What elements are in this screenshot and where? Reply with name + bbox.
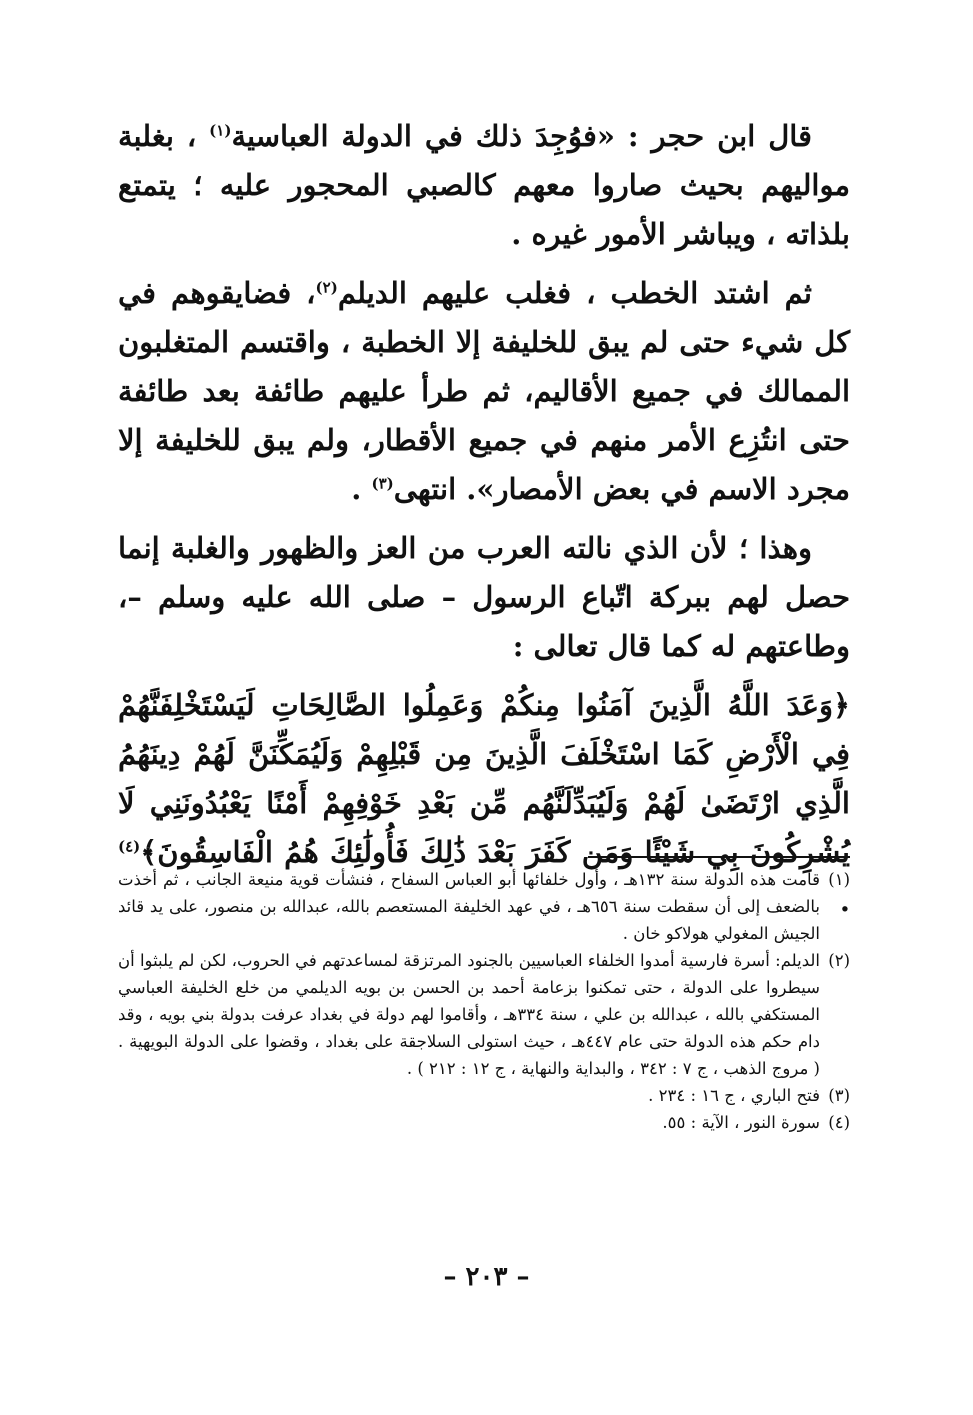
quran-open-bracket: ﴿ <box>833 688 850 722</box>
footnote-2 <box>118 947 850 1082</box>
paragraph-daylam: ثم اشتد الخطب ، فغلب عليهم الديلم$^{(٢)}$، فضايقوهم في كل شيء حتى لم يبق للخليفة إلا الخطبة ، واقتسم المتغلبون الممالك في جميع الأقاليم، ثم طرأ عليهم طائفة بعد طائفة حتى انتُزِع الأمر منهم في جميع الأقطار، ولم يبق للخليفة إلا مجرد الاسم في بعض الأمصار». انتهى$^{(٣)}$ . <box>118 276 850 506</box>
main-text <box>118 112 850 936</box>
footnote-4 <box>118 1109 850 1136</box>
footnote-separator <box>588 856 850 858</box>
page-number: – ٢٠٣ – <box>443 1262 530 1292</box>
footnote-1 <box>118 866 850 947</box>
quran-close-bracket: ﴾ <box>140 835 158 869</box>
paragraph-arabs-glory: وهذا ؛ لأن الذي نالته العرب من العز والظهور والغلبة إنما حصل لهم ببركة اتّباع الرسول – صلى الله عليه وسلم –، وطاعتهم له كما قال تعالى : <box>118 531 850 663</box>
footnote-ref-2[interactable]: (٢) <box>315 278 338 297</box>
footnote-text: سورة النور ، الآية : ٥٥. <box>662 1113 820 1132</box>
quran-verse: ﴿وَعَدَ اللَّهُ الَّذِينَ آمَنُوا مِنكُمْ وَعَمِلُوا الصَّالِحَاتِ لَيَسْتَخْلِفَنَّهُمْ فِي الْأَرْضِ كَمَا اسْتَخْلَفَ الَّذِينَ مِن قَبْلِهِمْ وَلَيُمَكِّنَنَّ لَهُمْ دِينَهُمُ الَّذِي ارْتَضَىٰ لَهُمْ وَلَيُبَدِّلَنَّهُم مِّن بَعْدِ خَوْفِهِمْ أَمْنًا يَعْبُدُونَنِي لَا يُشْرِكُونَ بِي شَيْئًا وَمَن كَفَرَ بَعْدَ ذَٰلِكَ فَأُولَٰئِكَ هُمُ الْفَاسِقُونَ﴾$^{(٤)}$ . <box>118 688 850 918</box>
footnote-ref-4[interactable]: (٤) <box>118 837 141 856</box>
footnote-ref-1[interactable]: (١) <box>209 121 232 140</box>
footnote-text: قامت هذه الدولة سنة ١٣٢هـ ، وأول خلفائها أبو العباس السفاح ، فنشأت قوية منيعة الجانب ، ثم أخذت بالضعف إلى أن سقطت سنة ٦٥٦هـ ، في عهد الخليفة المستعصم بالله، عبدالله بن منصور، على يد قائد الجيش المغولي هولاكو خان . <box>118 870 820 943</box>
footnote-3 <box>118 1082 850 1109</box>
footnote-text: الديلم: أسرة فارسية أمدوا الخلفاء العباسيين بالجنود المرتزقة لمساعدتهم في الحروب، لكن لم يلبثوا أن سيطروا على الدولة ، حتى تمكنوا بزعامة أحمد بن الحسن بن بويه الديلمي من خلع الخليفة العباسي المستكفي بالله ، عبدالله بن علي ، سنة ٣٣٤هـ ، وأقاموا لهم دولة في بغداد عرفت بدولة بني بويه ، وقد دام حكم هذه الدولة حتى عام ٤٤٧هـ ، حيث استولى السلاجقة على بغداد ، وقضوا على الدولة البويهية . ( مروج الذهب ، ج ٧ : ٣٤٢ ، والبداية والنهاية ، ج ١٢ : ٢١٢ ) . <box>118 951 821 1078</box>
footnote-number: (٤) <box>828 1113 850 1132</box>
footnotes <box>118 866 850 1136</box>
paragraph-ibn-hajar: قال ابن حجر : «فوُجِدَ ذلك في الدولة العباسية$^{(١)}$ ، بغلبة مواليهم بحيث صاروا معهم كالصبي المحجور عليه ؛ يتمتع بلذاته ، ويباشر الأمور غيره . <box>118 119 850 251</box>
footnote-text: فتح الباري ، ج ١٦ : ٢٣٤ . <box>648 1086 820 1105</box>
quran-verse-text: وَعَدَ اللَّهُ الَّذِينَ آمَنُوا مِنكُمْ وَعَمِلُوا الصَّالِحَاتِ لَيَسْتَخْلِفَنَّهُمْ فِي الْأَرْضِ كَمَا اسْتَخْلَفَ الَّذِينَ مِن قَبْلِهِمْ وَلَيُمَكِّنَنَّ لَهُمْ دِينَهُمُ الَّذِي ارْتَضَىٰ لَهُمْ وَلَيُبَدِّلَنَّهُم مِّن بَعْدِ خَوْفِهِمْ أَمْنًا يَعْبُدُونَنِي لَا يُشْرِكُونَ بِي شَيْئًا وَمَن كَفَرَ بَعْدَ ذَٰلِكَ فَأُولَٰئِكَ هُمُ الْفَاسِقُونَ <box>118 688 850 869</box>
footnote-number: (١) <box>828 870 850 889</box>
footnote-ref-3[interactable]: (٣) <box>371 474 394 493</box>
footnote-number: (٢) <box>828 951 850 970</box>
footnote-number: (٣) <box>828 1086 850 1105</box>
